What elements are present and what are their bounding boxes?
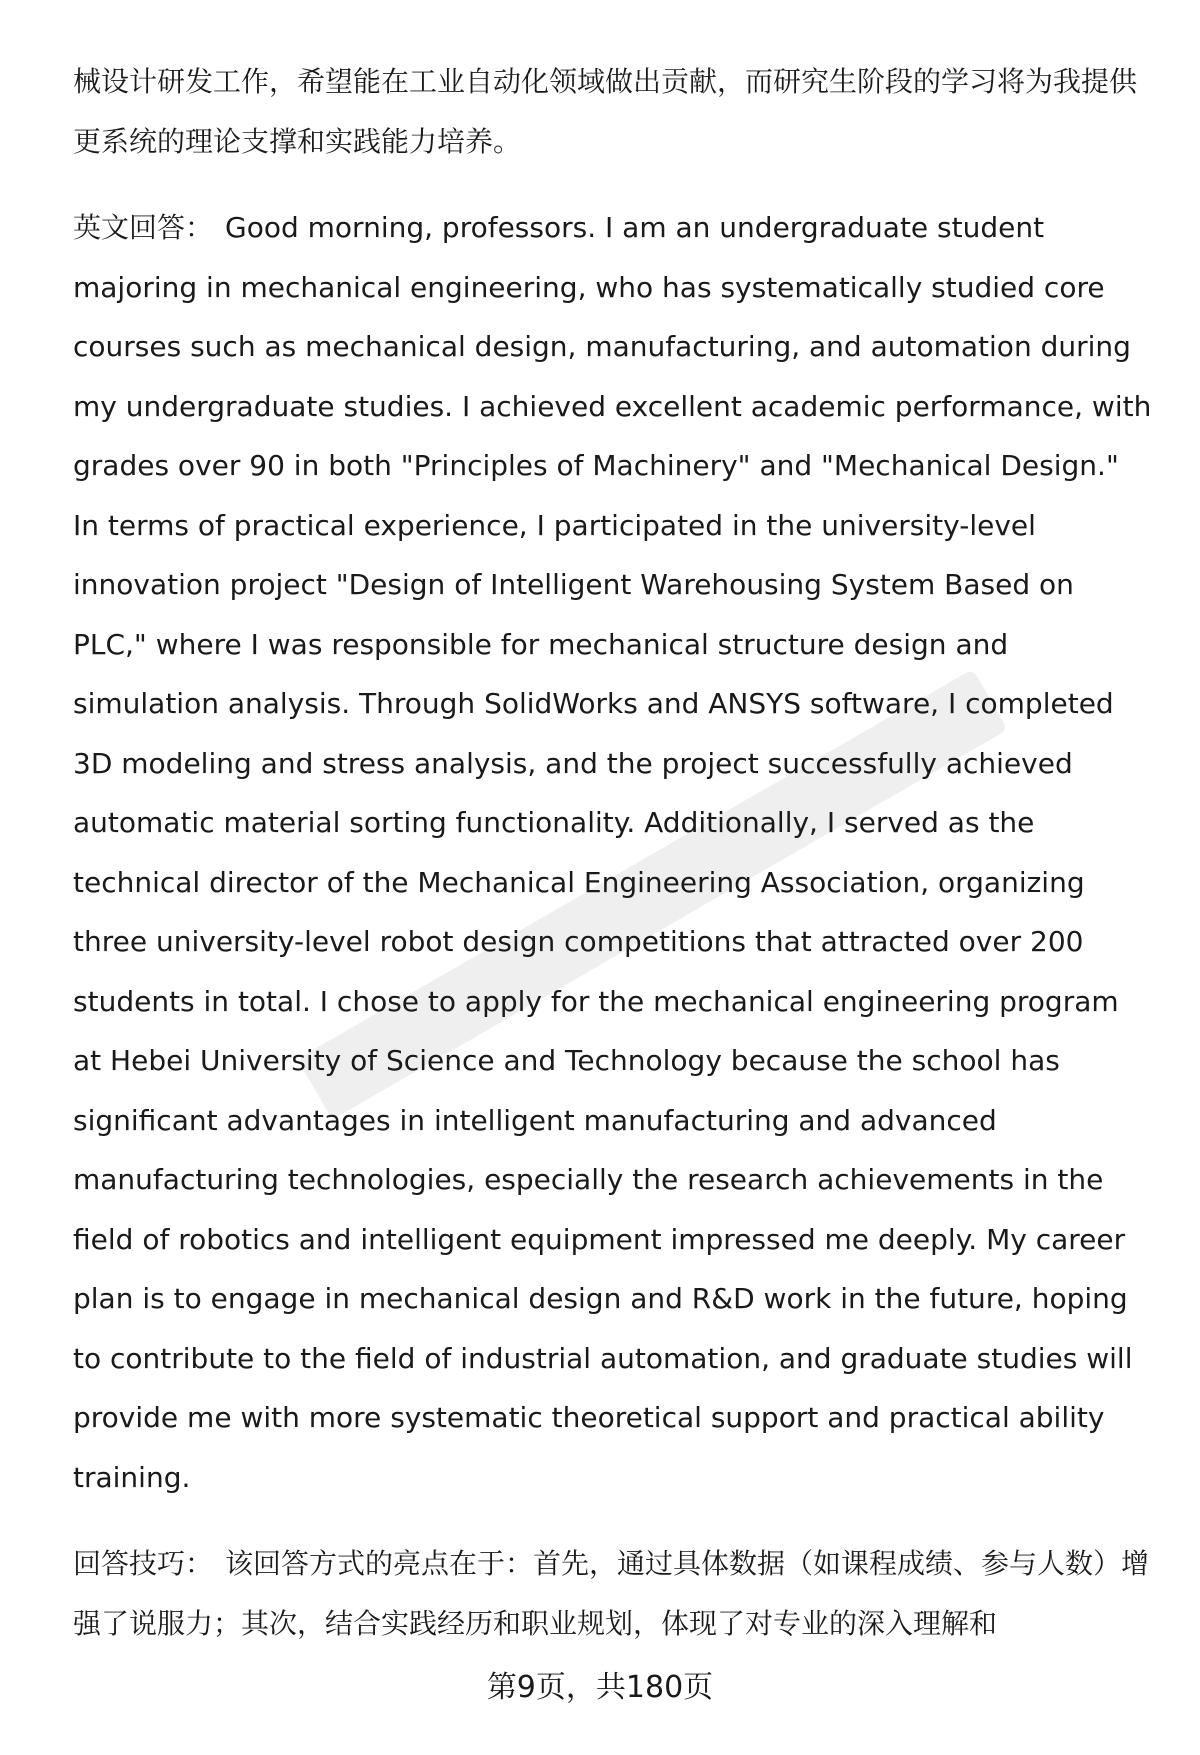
document-body: [73, 52, 1153, 1653]
tips-label: 回答技巧：: [73, 1547, 214, 1580]
english-answer-label: 英文回答：: [73, 211, 214, 244]
english-answer-text: Good morning, professors. I am an undergraduate student majoring in mechanical engineering, who has systematically studied core courses such as mechanical design, manufacturing, and automation during my undergraduate studies. I achieved excellent academic performance, with grades over 90 in both "Principles of Machinery" and "Mechanical Design." In terms of practical experience, I participated in the university-level innovation project "Design of Intelligent Warehousing System Based on PLC," where I was responsible for mechanical structure design and simulation analysis. Through SolidWorks and ANSYS software, I completed 3D modeling and stress analysis, and the project successfully achieved automatic material sorting functionality. Additionally, I served as the technical director of the Mechanical Engineering Association, organizing three university-level robot design competitions that attracted over 200 students in total. I chose to apply for the mechanical engineering program at Hebei University of Science and Technology because the school has significant advantages in intelligent manufacturing and advanced manufacturing technologies, especially the research achievements in the field of robotics and intelligent equipment impressed me deeply. My career plan is to engage in mechanical design and R&D work in the future, hoping to contribute to the field of industrial automation, and graduate studies will provide me with more systematic theoretical support and practical ability training.: [73, 211, 1152, 1494]
tips-paragraph: [73, 1534, 1153, 1653]
page-number-footer: 第9页，共180页: [486, 1670, 714, 1705]
tips-text: 该回答方式的亮点在于：首先，通过具体数据（如课程成绩、参与人数）增强了说服力；其次，结合实践经历和职业规划，体现了对专业的深入理解和: [73, 1547, 1150, 1640]
intro-text: 械设计研发工作，希望能在工业自动化领域做出贡献，而研究生阶段的学习将为我提供更系统的理论支撑和实践能力培养。: [73, 65, 1138, 158]
intro-paragraph: [73, 52, 1153, 171]
english-answer-paragraph: [73, 198, 1153, 1507]
